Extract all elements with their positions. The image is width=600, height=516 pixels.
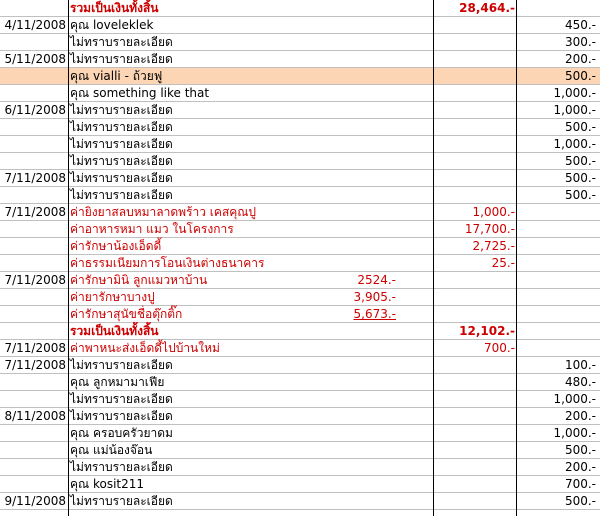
table-row[interactable] xyxy=(0,425,600,442)
date-cell[interactable]: 5/11/2008 xyxy=(4,52,66,66)
amount-cell[interactable] xyxy=(518,0,596,16)
expense-cell[interactable] xyxy=(435,374,515,390)
date-cell[interactable]: 7/11/2008 xyxy=(4,171,66,185)
expense-cell[interactable] xyxy=(435,272,515,288)
amount-cell[interactable]: 1,000.- xyxy=(553,103,596,117)
amount-cell[interactable]: 700.- xyxy=(564,477,596,491)
expense-cell[interactable] xyxy=(435,408,515,424)
description-cell[interactable]: ค่ารักษามินิ ลูกแมวหาบ้าน xyxy=(70,273,208,287)
date-cell[interactable] xyxy=(0,68,66,84)
subamount-cell[interactable] xyxy=(280,476,396,492)
description-cell[interactable]: ค่ายิงยาสลบหมาลาดพร้าว เคสคุณปู xyxy=(70,205,257,219)
date-cell[interactable] xyxy=(0,187,66,203)
amount-cell[interactable]: 500.- xyxy=(564,69,596,83)
table-row[interactable] xyxy=(0,85,600,102)
description-cell[interactable]: ไม่ทราบรายละเอียด xyxy=(70,35,173,49)
table-row[interactable] xyxy=(0,153,600,170)
subamount-cell[interactable] xyxy=(280,204,396,220)
description-cell[interactable]: คุณ แม่น้องจ๊อน xyxy=(70,443,153,457)
date-cell[interactable] xyxy=(0,476,66,492)
description-cell[interactable]: ค่ารักษาน้องเอ็ดดี้ xyxy=(70,239,162,253)
table-row[interactable] xyxy=(0,289,600,306)
expense-cell[interactable]: 12,102.- xyxy=(459,324,515,338)
date-cell[interactable] xyxy=(0,34,66,50)
date-cell[interactable] xyxy=(0,136,66,152)
table-row[interactable] xyxy=(0,476,600,493)
table-row[interactable] xyxy=(0,187,600,204)
description-cell[interactable]: คุณ ลูกหมามาเฟีย xyxy=(70,375,165,389)
expense-cell[interactable] xyxy=(435,442,515,458)
description-cell[interactable]: ไม่ทราบรายละเอียด xyxy=(70,392,173,406)
description-cell[interactable]: คุณ ครอบครัวยาดม xyxy=(70,426,173,440)
subamount-cell[interactable] xyxy=(280,187,396,203)
subamount-cell[interactable] xyxy=(280,221,396,237)
expense-cell[interactable] xyxy=(435,34,515,50)
description-cell[interactable]: ไม่ทราบรายละเอียด xyxy=(70,154,173,168)
table-row[interactable] xyxy=(0,323,600,340)
subamount-cell[interactable] xyxy=(280,255,396,271)
subamount-cell[interactable] xyxy=(280,102,396,118)
date-cell[interactable] xyxy=(0,221,66,237)
date-cell[interactable]: 7/11/2008 xyxy=(4,273,66,287)
date-cell[interactable] xyxy=(0,374,66,390)
table-row[interactable] xyxy=(0,68,600,85)
description-cell[interactable]: คุณ vialli - ถ้วยฟู xyxy=(70,69,163,83)
date-cell[interactable]: 4/11/2008 xyxy=(4,18,66,32)
subamount-cell[interactable] xyxy=(280,238,396,254)
amount-cell[interactable] xyxy=(518,238,596,254)
subamount-cell[interactable] xyxy=(280,493,396,509)
expense-cell[interactable] xyxy=(435,391,515,407)
description-cell[interactable]: คุณ something like that xyxy=(70,86,210,100)
expense-cell[interactable]: 700.- xyxy=(483,341,515,355)
amount-cell[interactable]: 500.- xyxy=(564,443,596,457)
amount-cell[interactable]: 200.- xyxy=(564,52,596,66)
subamount-cell[interactable] xyxy=(280,0,396,16)
amount-cell[interactable] xyxy=(518,221,596,237)
subamount-cell[interactable] xyxy=(280,357,396,373)
expense-cell[interactable] xyxy=(435,493,515,509)
amount-cell[interactable]: 1,000.- xyxy=(553,392,596,406)
table-row[interactable] xyxy=(0,102,600,119)
table-row[interactable] xyxy=(0,34,600,51)
description-cell[interactable]: คุณ loveleklek xyxy=(70,18,154,32)
amount-cell[interactable]: 500.- xyxy=(564,154,596,168)
date-cell[interactable] xyxy=(0,323,66,339)
expense-cell[interactable] xyxy=(435,476,515,492)
description-cell[interactable]: ค่าธรรมเนียมการโอนเงินต่างธนาคาร xyxy=(70,256,265,270)
description-cell[interactable]: ไม่ทราบรายละเอียด xyxy=(70,358,173,372)
amount-cell[interactable]: 1,000.- xyxy=(553,86,596,100)
date-cell[interactable]: 6/11/2008 xyxy=(4,103,66,117)
amount-cell[interactable]: 100.- xyxy=(564,358,596,372)
expense-cell[interactable]: 1,000.- xyxy=(472,205,515,219)
expense-cell[interactable] xyxy=(435,51,515,67)
table-row[interactable] xyxy=(0,221,600,238)
table-row[interactable] xyxy=(0,442,600,459)
expense-cell[interactable]: 28,464.- xyxy=(459,1,515,15)
date-cell[interactable]: 7/11/2008 xyxy=(4,205,66,219)
expense-cell[interactable] xyxy=(435,306,515,322)
subamount-cell[interactable] xyxy=(280,170,396,186)
subamount-cell[interactable] xyxy=(280,408,396,424)
subamount-cell[interactable] xyxy=(280,34,396,50)
amount-cell[interactable] xyxy=(518,255,596,271)
table-row[interactable] xyxy=(0,119,600,136)
expense-cell[interactable] xyxy=(435,357,515,373)
table-row[interactable] xyxy=(0,272,600,289)
subamount-cell[interactable]: 3,905.- xyxy=(353,290,396,304)
description-cell[interactable]: ไม่ทราบรายละเอียด xyxy=(70,188,173,202)
subamount-cell[interactable]: 2524.- xyxy=(357,273,396,287)
table-row[interactable] xyxy=(0,255,600,272)
subamount-cell[interactable] xyxy=(280,425,396,441)
expense-cell[interactable] xyxy=(435,68,515,84)
description-cell[interactable]: ค่าอาหารหมา แมว ในโครงการ xyxy=(70,222,234,236)
date-cell[interactable] xyxy=(0,425,66,441)
table-row[interactable] xyxy=(0,170,600,187)
expense-cell[interactable] xyxy=(435,289,515,305)
subamount-cell[interactable] xyxy=(280,85,396,101)
table-row[interactable] xyxy=(0,204,600,221)
table-row[interactable] xyxy=(0,408,600,425)
subamount-cell[interactable] xyxy=(280,17,396,33)
expense-cell[interactable] xyxy=(435,119,515,135)
subamount-cell[interactable] xyxy=(280,391,396,407)
table-row[interactable] xyxy=(0,136,600,153)
description-cell[interactable]: รวมเป็นเงินทั้งสิ้น xyxy=(70,324,159,338)
subamount-cell[interactable] xyxy=(280,153,396,169)
description-cell[interactable]: ไม่ทราบรายละเอียด xyxy=(70,52,173,66)
date-cell[interactable] xyxy=(0,0,66,16)
table-row[interactable] xyxy=(0,374,600,391)
description-cell[interactable]: ค่ารักษาสุนัขชื่อตุ๊กติ๊ก xyxy=(70,307,183,321)
table-row[interactable] xyxy=(0,459,600,476)
column-divider xyxy=(68,0,69,516)
amount-cell[interactable]: 500.- xyxy=(564,188,596,202)
subamount-cell[interactable] xyxy=(280,459,396,475)
amount-cell[interactable]: 1,000.- xyxy=(553,137,596,151)
amount-cell[interactable]: 500.- xyxy=(564,494,596,508)
expense-cell[interactable]: 2,725.- xyxy=(472,239,515,253)
amount-cell[interactable] xyxy=(518,306,596,322)
amount-cell[interactable]: 500.- xyxy=(564,171,596,185)
table-row[interactable] xyxy=(0,238,600,255)
description-cell[interactable]: ไม่ทราบรายละเอียด xyxy=(70,120,173,134)
subamount-cell[interactable] xyxy=(280,68,396,84)
column-divider xyxy=(516,0,517,516)
table-row[interactable] xyxy=(0,51,600,68)
description-cell[interactable]: ไม่ทราบรายละเอียด xyxy=(70,171,173,185)
expense-cell[interactable] xyxy=(435,85,515,101)
amount-cell[interactable] xyxy=(518,204,596,220)
date-cell[interactable] xyxy=(0,289,66,305)
date-cell[interactable] xyxy=(0,153,66,169)
table-row[interactable] xyxy=(0,391,600,408)
subamount-cell[interactable] xyxy=(280,51,396,67)
date-cell[interactable]: 9/11/2008 xyxy=(4,494,66,508)
amount-cell[interactable]: 450.- xyxy=(564,18,596,32)
date-cell[interactable] xyxy=(0,238,66,254)
table-row[interactable] xyxy=(0,17,600,34)
column-divider xyxy=(433,0,434,516)
amount-cell[interactable]: 480.- xyxy=(564,375,596,389)
expense-cell[interactable] xyxy=(435,153,515,169)
description-cell[interactable]: ไม่ทราบรายละเอียด xyxy=(70,409,173,423)
subamount-cell[interactable] xyxy=(280,340,396,356)
expense-cell[interactable]: 25.- xyxy=(491,256,515,270)
subamount-cell[interactable] xyxy=(280,374,396,390)
expense-cell[interactable] xyxy=(435,459,515,475)
description-cell[interactable]: ไม่ทราบรายละเอียด xyxy=(70,137,173,151)
amount-cell[interactable] xyxy=(518,340,596,356)
amount-cell[interactable]: 300.- xyxy=(564,35,596,49)
date-cell[interactable] xyxy=(0,459,66,475)
table-row[interactable] xyxy=(0,340,600,357)
expense-cell[interactable] xyxy=(435,136,515,152)
date-cell[interactable] xyxy=(0,306,66,322)
expense-cell[interactable] xyxy=(435,187,515,203)
subamount-cell[interactable] xyxy=(280,323,396,339)
table-row[interactable] xyxy=(0,357,600,374)
description-cell[interactable]: ไม่ทราบรายละเอียด xyxy=(70,460,173,474)
date-cell[interactable] xyxy=(0,85,66,101)
description-cell[interactable]: ค่ายารักษาบางปู xyxy=(70,290,155,304)
expense-cell[interactable] xyxy=(435,17,515,33)
expense-cell[interactable] xyxy=(435,425,515,441)
expense-cell[interactable] xyxy=(435,170,515,186)
date-cell[interactable] xyxy=(0,119,66,135)
date-cell[interactable]: 7/11/2008 xyxy=(4,358,66,372)
description-cell[interactable]: คุณ kosit211 xyxy=(70,477,145,491)
description-cell[interactable]: ไม่ทราบรายละเอียด xyxy=(70,103,173,117)
expense-cell[interactable]: 17,700.- xyxy=(464,222,515,236)
table-row[interactable] xyxy=(0,306,600,323)
date-cell[interactable] xyxy=(0,391,66,407)
description-cell[interactable]: ไม่ทราบรายละเอียด xyxy=(70,494,173,508)
amount-cell[interactable] xyxy=(518,289,596,305)
amount-cell[interactable]: 500.- xyxy=(564,120,596,134)
subamount-cell[interactable] xyxy=(280,119,396,135)
amount-cell[interactable] xyxy=(518,323,596,339)
date-cell[interactable] xyxy=(0,442,66,458)
amount-cell[interactable]: 200.- xyxy=(564,409,596,423)
amount-cell[interactable]: 1,000.- xyxy=(553,426,596,440)
expense-cell[interactable] xyxy=(435,102,515,118)
subamount-cell[interactable] xyxy=(280,136,396,152)
subamount-cell[interactable]: 5,673.- xyxy=(353,307,396,321)
amount-cell[interactable] xyxy=(518,272,596,288)
description-cell[interactable]: รวมเป็นเงินทั้งสิ้น xyxy=(70,1,159,15)
date-cell[interactable]: 8/11/2008 xyxy=(4,409,66,423)
description-cell[interactable]: ค่าพาหนะส่งเอ็ดดี้ไปบ้านใหม่ xyxy=(70,341,220,355)
table-row[interactable] xyxy=(0,493,600,510)
subamount-cell[interactable] xyxy=(280,442,396,458)
table-row[interactable] xyxy=(0,0,600,17)
date-cell[interactable]: 7/11/2008 xyxy=(4,341,66,355)
date-cell[interactable] xyxy=(0,255,66,271)
amount-cell[interactable]: 200.- xyxy=(564,460,596,474)
